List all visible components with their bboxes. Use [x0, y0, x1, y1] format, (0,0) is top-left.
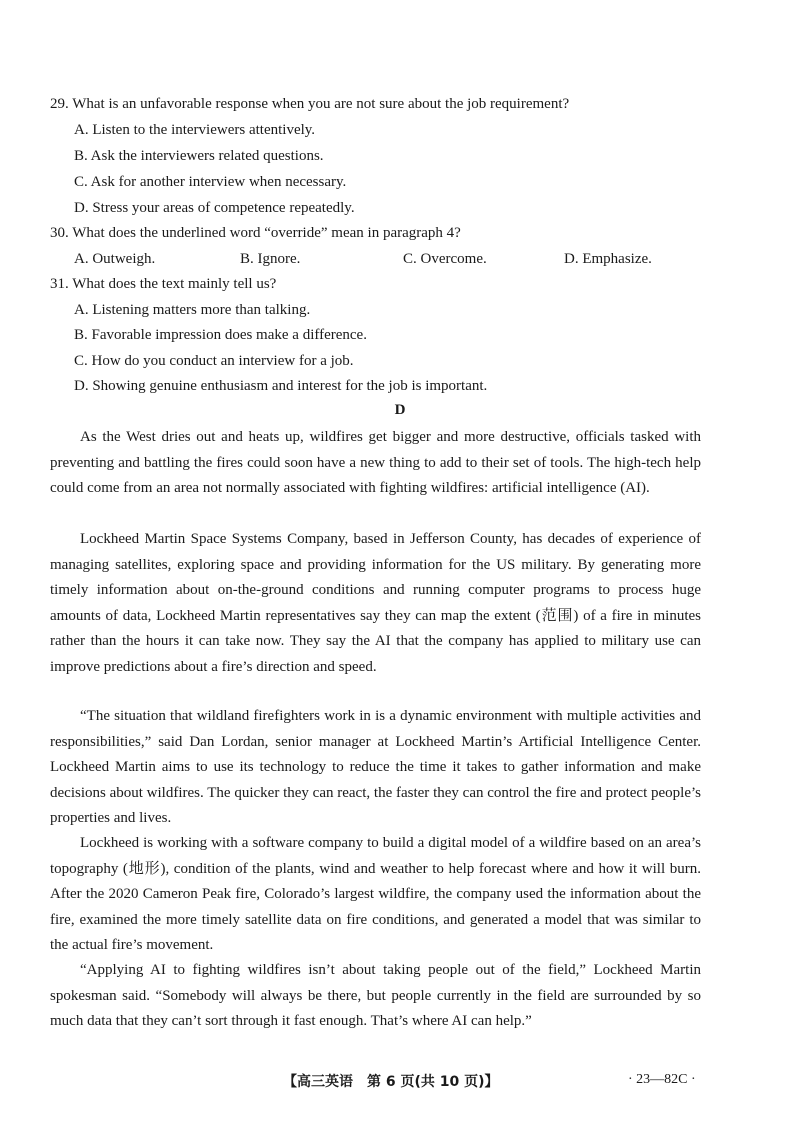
- question-29-option-d: D. Stress your areas of competence repeatedly.: [74, 200, 355, 216]
- passage-paragraph-3: “The situation that wildland firefighters work in is a dynamic environment with multiple activities and responsibilities,” said Dan Lordan, senior manager at Lockheed Martin’s Artificial Intelligence Center. Lockheed Martin aims to use its technology to reduce the time it takes to gather information and make decisions about wildfires. The quicker they can react, the faster they can control the fire and protect people’s properties and lives.: [50, 708, 701, 827]
- page-footer-info: 【高三英语 第 6 页(共 10 页)】: [283, 1074, 499, 1090]
- passage-paragraph-5: “Applying AI to fighting wildfires isn’t about taking people out of the field,” Lockheed Martin spokesman said. “Somebody will always be there, but people currently in the field are surrounded by so much data that they can’t sort through it fast enough. That’s where AI can help.”: [50, 962, 701, 1030]
- question-29-option-a: A. Listen to the interviewers attentively.: [74, 122, 316, 138]
- question-30-option-b: B. Ignore.: [240, 251, 301, 267]
- passage-paragraph-1: As the West dries out and heats up, wildfires get bigger and more destructive, officials tasked with preventing and battling the fires could soon have a new thing to add to their set of tools. The high-tech help could come from an area not normally associated with fighting wildfires: artificial intelligence (AI).: [50, 429, 701, 497]
- question-31-option-d: D. Showing genuine enthusiasm and interest for the job is important.: [74, 378, 488, 394]
- passage-paragraph-2: Lockheed Martin Space Systems Company, based in Jefferson County, has decades of experience of managing satellites, exploring space and providing information for the US military. By generating more timely information about on-the-ground conditions and running computer programs to process huge amounts of data, Lockheed Martin representatives say they can map the extent (范围) of a fire in minutes rather than the hours it can take now. They say the AI that the company has applied to military use can improve predictions about a fire’s direction and speed.: [50, 531, 701, 675]
- section-title: D: [394, 402, 406, 418]
- question-30-stem: 30. What does the underlined word “override” mean in paragraph 4?: [50, 225, 461, 241]
- page-footer-code: · 23—82C ·: [628, 1072, 696, 1087]
- question-30-option-d: D. Emphasize.: [564, 251, 652, 267]
- question-29-option-c: C. Ask for another interview when necessary.: [74, 174, 347, 190]
- question-31-stem: 31. What does the text mainly tell us?: [50, 276, 277, 292]
- question-31-option-c: C. How do you conduct an interview for a job.: [74, 353, 354, 369]
- question-30-option-a: A. Outweigh.: [74, 251, 156, 267]
- question-31-option-a: A. Listening matters more than talking.: [74, 302, 311, 318]
- passage-paragraph-4: Lockheed is working with a software company to build a digital model of a wildfire based on an area’s topography (地形), condition of the plants, wind and weather to help forecast where and how it will burn. After the 2020 Cameron Peak fire, Colorado’s largest wildfire, the company used the information about the fire, examined the more timely satellite data on fire conditions, and generated a model that was similar to the actual fire’s movement.: [50, 835, 701, 954]
- question-29-option-b: B. Ask the interviewers related questions.: [74, 148, 324, 164]
- question-30-option-c: C. Overcome.: [403, 251, 487, 267]
- question-29-stem: 29. What is an unfavorable response when you are not sure about the job requirement?: [50, 96, 570, 112]
- question-31-option-b: B. Favorable impression does make a difference.: [74, 327, 367, 343]
